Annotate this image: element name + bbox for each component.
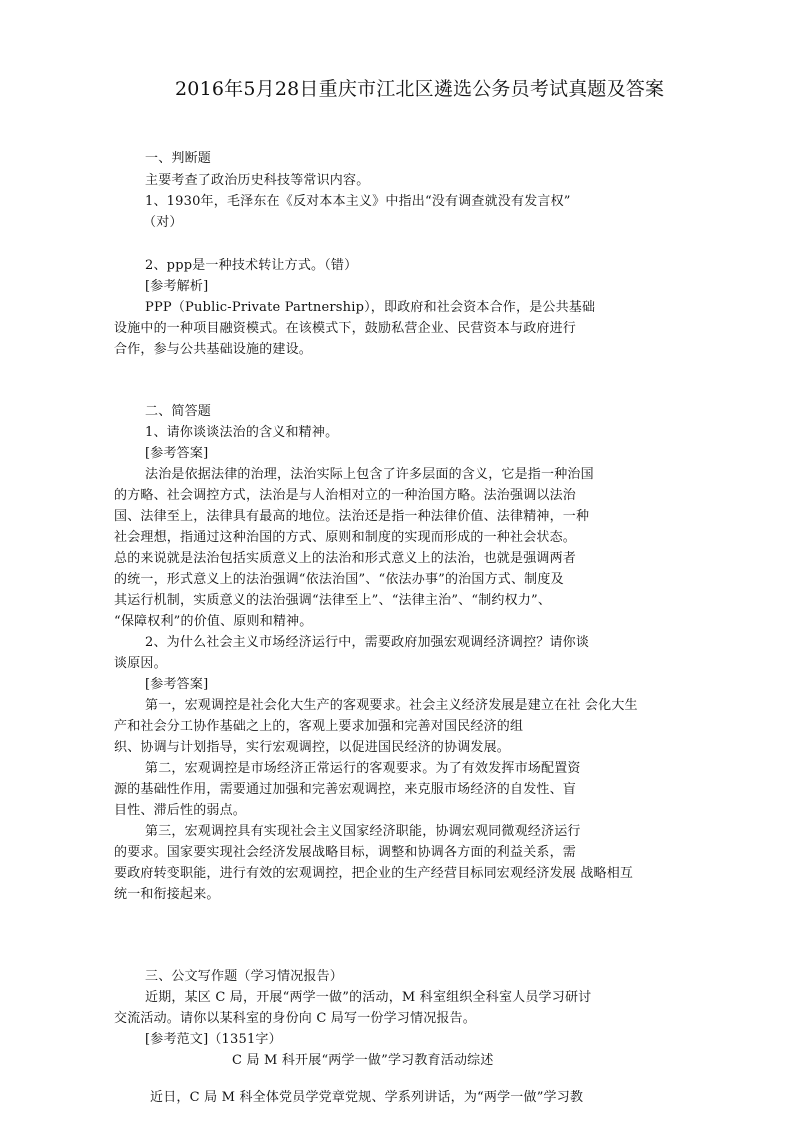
section2-heading: 二、简答题 <box>145 404 212 419</box>
answer-line: “保障权利”的价值、原则和精神。 <box>114 614 313 629</box>
answer-label: [参考答案] <box>145 446 209 461</box>
question-1-line-2: （对） <box>143 215 183 230</box>
question-2: 2、ppp是一种技术转让方式。（错） <box>145 258 358 273</box>
section3-heading: 三、公文写作题（学习情况报告） <box>145 969 344 984</box>
question-1-line-1: 1、1930年，毛泽东在《反对本本主义》中指出“没有调查就没有发言权” <box>145 194 571 209</box>
page-title: 2016年5月28日重庆市江北区遴选公务员考试真题及答案 <box>175 78 665 100</box>
answer-line: 的要求。国家要实现社会经济发展战略目标，调整和协调各方面的利益关系，需 <box>114 845 577 860</box>
reference-line: PPP（Public-Private Partnership），即政府和社会资本合作，是公共基础 <box>145 300 596 315</box>
section1-intro: 主要考查了政治历史科技等常识内容。 <box>145 173 370 188</box>
answer-line: 总的来说就是法治包括实质意义上的法治和形式意义上的法治，也就是强调两者 <box>114 551 577 566</box>
answer-line: 第二，宏观调控是市场经济正常运行的客观要求。为了有效发挥市场配置资 <box>145 761 581 776</box>
reference-line: 设施中的一种项目融资模式。在该模式下，鼓励私营企业、民营资本与政府进行 <box>114 321 577 336</box>
answer-line: 源的基础性作用，需要通过加强和完善宏观调控，来克服市场经济的自发性、盲 <box>114 782 577 797</box>
answer-line: 要政府转变职能，进行有效的宏观调控，把企业的生产经营目标同宏观经济发展 战略相互 <box>114 866 634 881</box>
answer-line: 国、法律至上，法律具有最高的地位。法治还是指一种法律价值、法律精神，一种 <box>114 509 590 524</box>
reference-line: 合作，参与公共基础设施的建设。 <box>114 342 313 357</box>
essay-title: C 局 M 科开展“两学一做”学习教育活动综述 <box>232 1053 494 1068</box>
answer-line: 法治是依据法律的治理，法治实际上包含了许多层面的含义，它是指一种治国 <box>145 467 594 482</box>
prompt-line: 交流活动。请你以某科室的身份向 C 局写一份学习情况报告。 <box>114 1011 477 1026</box>
answer-label: [参考答案] <box>145 677 209 692</box>
answer-line: 统一和衔接起来。 <box>114 887 220 902</box>
answer-line: 第三，宏观调控具有实现社会主义国家经济职能，协调宏观同微观经济运行 <box>145 824 581 839</box>
prompt-line: 近期，某区 C 局，开展“两学一做”的活动，M 科室组织全科室人员学习研讨 <box>145 990 592 1005</box>
section2-question-1: 1、请你谈谈法治的含义和精神。 <box>145 425 339 440</box>
sample-label: [参考范文]（1351字） <box>145 1032 282 1047</box>
section2-question-2: 2、为什么社会主义市场经济运行中，需要政府加强宏观调经济调控？请你谈 <box>145 635 590 650</box>
section2-question-2: 谈原因。 <box>114 656 167 671</box>
answer-line: 第一，宏观调控是社会化大生产的客观要求。社会主义经济发展是建立在社 会化大生 <box>145 698 638 713</box>
reference-label: [参考解析] <box>145 279 209 294</box>
section1-heading: 一、判断题 <box>145 151 212 166</box>
answer-line: 其运行机制，实质意义的法治强调“法律至上”、“法律主治”、“制约权力”、 <box>114 593 552 608</box>
answer-line: 产和社会分工协作基础之上的，客观上要求加强和完善对国民经济的组 <box>114 719 524 734</box>
answer-line: 社会理想，指通过这种治国的方式、原则和制度的实现而形成的一种社会状态。 <box>114 530 577 545</box>
essay-first-line: 近日，C 局 M 科全体党员学党章党规、学系列讲话，为“两学一做”学习教 <box>150 1090 584 1105</box>
answer-line: 的统一，形式意义上的法治强调“依法治国”、“依法办事”的治国方式、制度及 <box>114 572 564 587</box>
answer-line: 目性、滞后性的弱点。 <box>114 803 247 818</box>
answer-line: 织、协调与计划指导，实行宏观调控，以促进国民经济的协调发展。 <box>114 740 511 755</box>
answer-line: 的方略、社会调控方式，法治是与人治相对立的一种治国方略。法治强调以法治 <box>114 488 577 503</box>
